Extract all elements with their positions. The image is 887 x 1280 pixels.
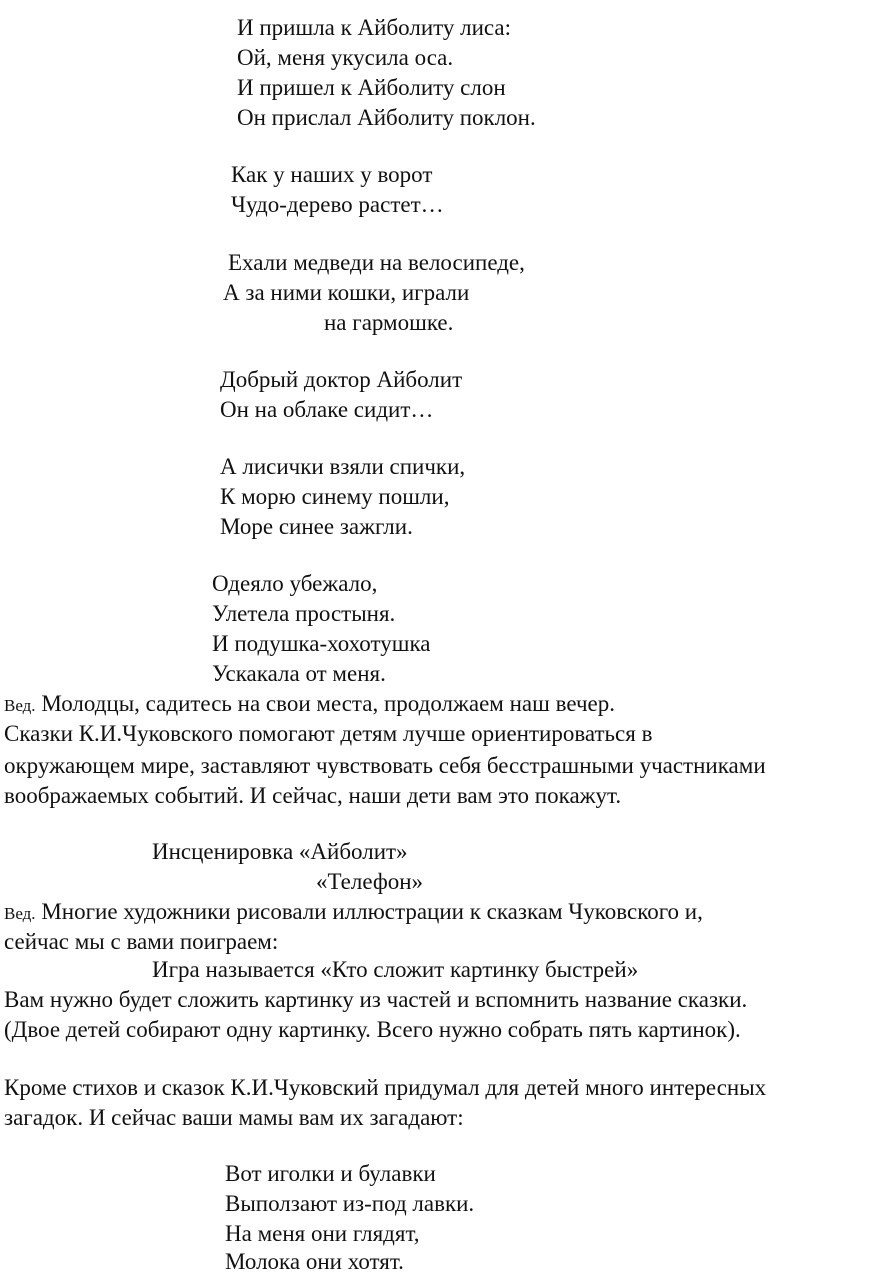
staging-subtitle: «Телефон» (316, 869, 424, 894)
speech-text: Многие художники рисовали иллюстрации к сказкам Чуковского и, (41, 899, 703, 924)
staging-title: Инсценировка «Айболит» (152, 839, 408, 864)
verse-line: Вот иголки и булавки (225, 1161, 436, 1186)
speech-text: Молодцы, садитесь на свои места, продолжаем наш вечер. (41, 691, 615, 716)
paragraph-line: Кроме стихов и сказок К.И.Чуковский придумал для детей много интересных (4, 1075, 767, 1100)
verse-line: Как у наших у ворот (231, 162, 433, 187)
paragraph-line (4, 690, 615, 720)
verse-line: Ехали медведи на велосипеде, (228, 250, 525, 275)
verse-line: И пришла к Айболиту лиса: (237, 15, 512, 40)
paragraph-line: воображаемых событий. И сейчас, наши дети вам это покажут. (4, 783, 622, 808)
verse-line: Ускакала от меня. (212, 661, 386, 686)
paragraph-line: (Двое детей собирают одну картинку. Всего нужно собрать пять картинок). (4, 1017, 741, 1042)
verse-line: Выползают из-под лавки. (225, 1191, 475, 1216)
verse-line: На меня они глядят, (225, 1221, 420, 1246)
verse-line: Он прислал Айболиту поклон. (237, 105, 536, 130)
verse-line: Одеяло убежало, (212, 571, 378, 596)
verse-line: Молока они хотят. (225, 1249, 404, 1274)
speaker-label: Вед. (4, 696, 36, 715)
verse-line: А лисички взяли спички, (220, 454, 466, 479)
verse-line: А за ними кошки, играли (223, 280, 470, 305)
paragraph-line: сейчас мы с вами поиграем: (4, 929, 279, 954)
speaker-label: Вед. (4, 904, 36, 923)
verse-line: Он на облаке сидит… (220, 397, 434, 422)
verse-line: Море синее зажгли. (220, 514, 413, 539)
verse-line: Добрый доктор Айболит (220, 367, 463, 392)
paragraph-line: Вам нужно будет сложить картинку из частей и вспомнить название сказки. (4, 987, 748, 1012)
verse-line: И пришел к Айболиту слон (237, 75, 506, 100)
verse-line: Ой, меня укусила оса. (237, 45, 454, 70)
verse-line: К морю синему пошли, (220, 484, 450, 509)
paragraph-line: загадок. И сейчас ваши мамы вам их загадают: (4, 1105, 464, 1130)
paragraph-line (4, 898, 703, 928)
game-title: Игра называется «Кто сложит картинку быстрей» (152, 957, 639, 982)
verse-line: И подушка-хохотушка (212, 631, 431, 656)
verse-line: Улетела простыня. (212, 601, 396, 626)
paragraph-line: окружающем мире, заставляют чувствовать себя бесстрашными участниками (4, 753, 766, 778)
paragraph-line: Сказки К.И.Чуковского помогают детям лучше ориентироваться в (4, 721, 653, 746)
verse-line: Чудо-дерево растет… (231, 192, 444, 217)
verse-line: на гармошке. (324, 310, 454, 335)
